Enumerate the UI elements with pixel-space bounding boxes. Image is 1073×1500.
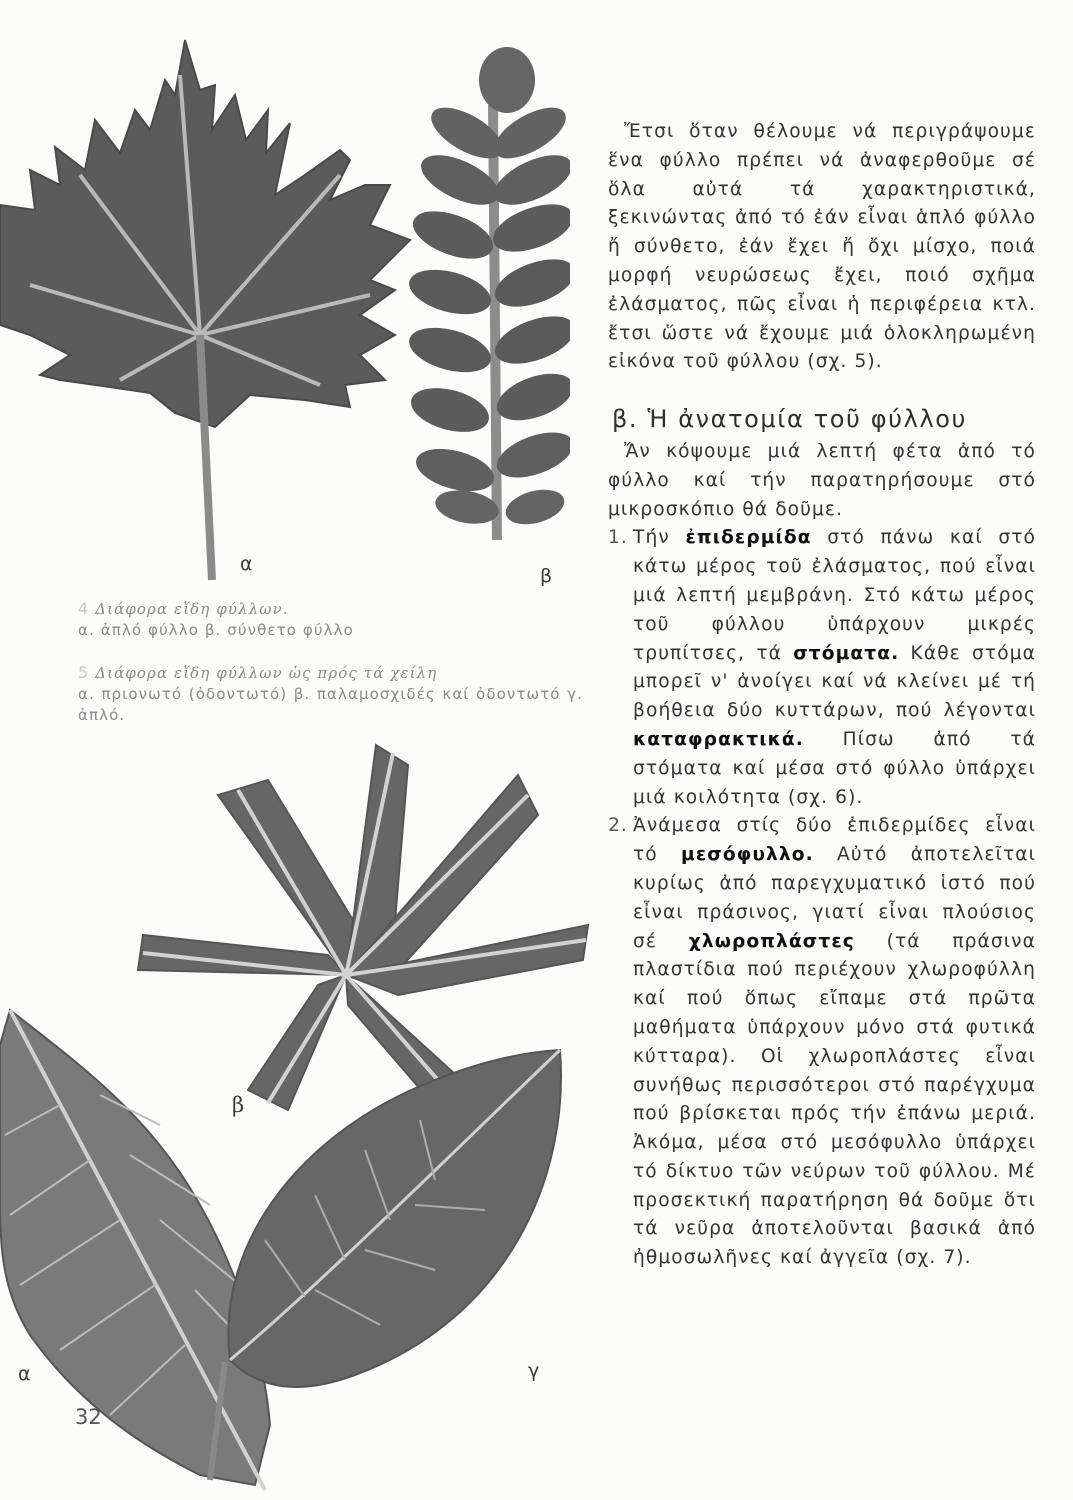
anatomy-list (608, 524, 1036, 1273)
figure4-label-a: α (240, 553, 253, 575)
term-mesophyll: μεσόφυλλο. (681, 844, 814, 866)
list-item-number: 1. (608, 527, 628, 549)
section-intro-paragraph: Ἄν κόψουμε μιά λεπτή φέτα ἀπό τό φύλλο καί τήν παρατηρήσουμε στό μικροσκόπιο θά δοῦμε. (608, 440, 1036, 520)
text-run: Κάθε στόμα μπορεῖ ν' ἀνοίγει καί νά κλείνει μέ τή βοήθεια δύο κυττάρων, πού λέγονται (633, 642, 1036, 722)
figure5-caption-title: Διάφορα εἴδη φύλλων ὡς πρός τά χείλη (95, 664, 438, 682)
figure5-label-b: β (232, 1093, 245, 1117)
compound-leaf-image (405, 45, 570, 550)
figure5-caption (78, 662, 583, 726)
section-title: β. Ἡ ἀνατομία τοῦ φύλλου (612, 405, 968, 434)
figure4-caption-body: α. ἀπλό φύλλο β. σύνθετο φύλλο (78, 621, 354, 639)
figure5-caption-number: 5 (78, 663, 90, 682)
text-run: (τά πράσινα πλαστίδια πού περιέχουν χλωροφύλλη καί πού ὅπως εἴπαμε στά πρῶτα μαθήματα ὑπάρχουν μόνο στά φυτικά κύτταρα). Οἱ χλωροπλάστες εἶναι συνήθως περισσότεροι στό παρέγχυμα πού βρίσκεται πρός τήν ἐπάνω μεριά. Ἀκόμα, μέσα στό μεσόφυλλο ὑπάρχει τό δίκτυο τῶν νεύρων τοῦ φύλλου. Μέ προσεκτική παρατήρηση θά δοῦμε ὅτι τά νεῦρα ἀποτελοῦνται βασικά ἀπό ἠθμοσωλῆνες καί ἀγγεῖα (σχ. 7). (633, 930, 1037, 1269)
page-number: 32 (75, 1405, 102, 1429)
list-item-number: 2. (608, 815, 628, 837)
body-text (608, 118, 1036, 1273)
list-item (608, 524, 1036, 812)
text-run: Πίσω ἀπό τά στόματα καί μέσα στό φύλλο ὑπάρχει μιά κοιλότητα (σχ. 6). (633, 728, 1036, 808)
text-run: Τήν (633, 527, 686, 549)
term-stomata: στόματα. (793, 642, 900, 664)
text-run: Ἀνάμεσα στίς δύο ἐπιδερμίδες εἶναι τό (633, 815, 1036, 866)
smooth-leaf-image (205, 1040, 575, 1490)
figure4-caption-title: Διάφορα εἴδη φύλλων. (95, 600, 289, 618)
figure4-caption-number: 4 (78, 599, 90, 618)
intro-paragraph: Ἔτσι ὅταν θέλουμε νά περιγράψουμε ἕνα φύλλο πρέπει νά ἀναφερθοῦμε σέ ὅλα αὐτά τά χαρακτηριστικά, ξεκινώντας ἀπό τό ἐάν εἶναι ἁπλό φύλλο ἤ σύνθετο, ἐάν ἔχει ἤ ὄχι μίσχο, ποιά μορφή νευρώσεως ἔχει, ποιό σχῆμα ἐλάσματος, πῶς εἶναι ἡ περιφέρεια κτλ. ἔτσι ὥστε νά ἔχουμε μιά ὁλοκληρωμένη εἰκόνα τοῦ φύλλου (σχ. 5). (608, 121, 1036, 373)
figure5-label-a: α (18, 1363, 31, 1385)
term-chloroplasts: χλωροπλάστες (688, 930, 855, 952)
figure5-caption-body: α. πριονωτό (ὀδοντωτό) β. παλαμοσχιδές καί ὀδοντωτό γ. ἀπλό. (78, 685, 583, 724)
list-item (608, 812, 1036, 1273)
text-run: Αὐτό ἀποτελεῖται κυρίως ἀπό παρεγχυματικό ἱστό πού εἶναι πράσινος, γιατί εἶναι πλούσιος σέ (633, 844, 1037, 952)
term-epidermis: ἐπιδερμίδα (685, 527, 812, 549)
text-run: στό πάνω καί στό κάτω μέρος τοῦ ἐλάσματος, πού εἶναι μιά λεπτή μεμβράνη. Στό κάτω μέρος τοῦ φύλλου ὑπάρχουν μικρές τρυπίτσες, τά (633, 527, 1036, 664)
maple-leaf-image (0, 35, 420, 595)
figure4-caption (78, 598, 583, 641)
figure5-label-c: γ (528, 1360, 540, 1382)
figure4-label-b: β (540, 565, 553, 587)
term-guard-cells: καταφρακτικά. (633, 728, 804, 750)
